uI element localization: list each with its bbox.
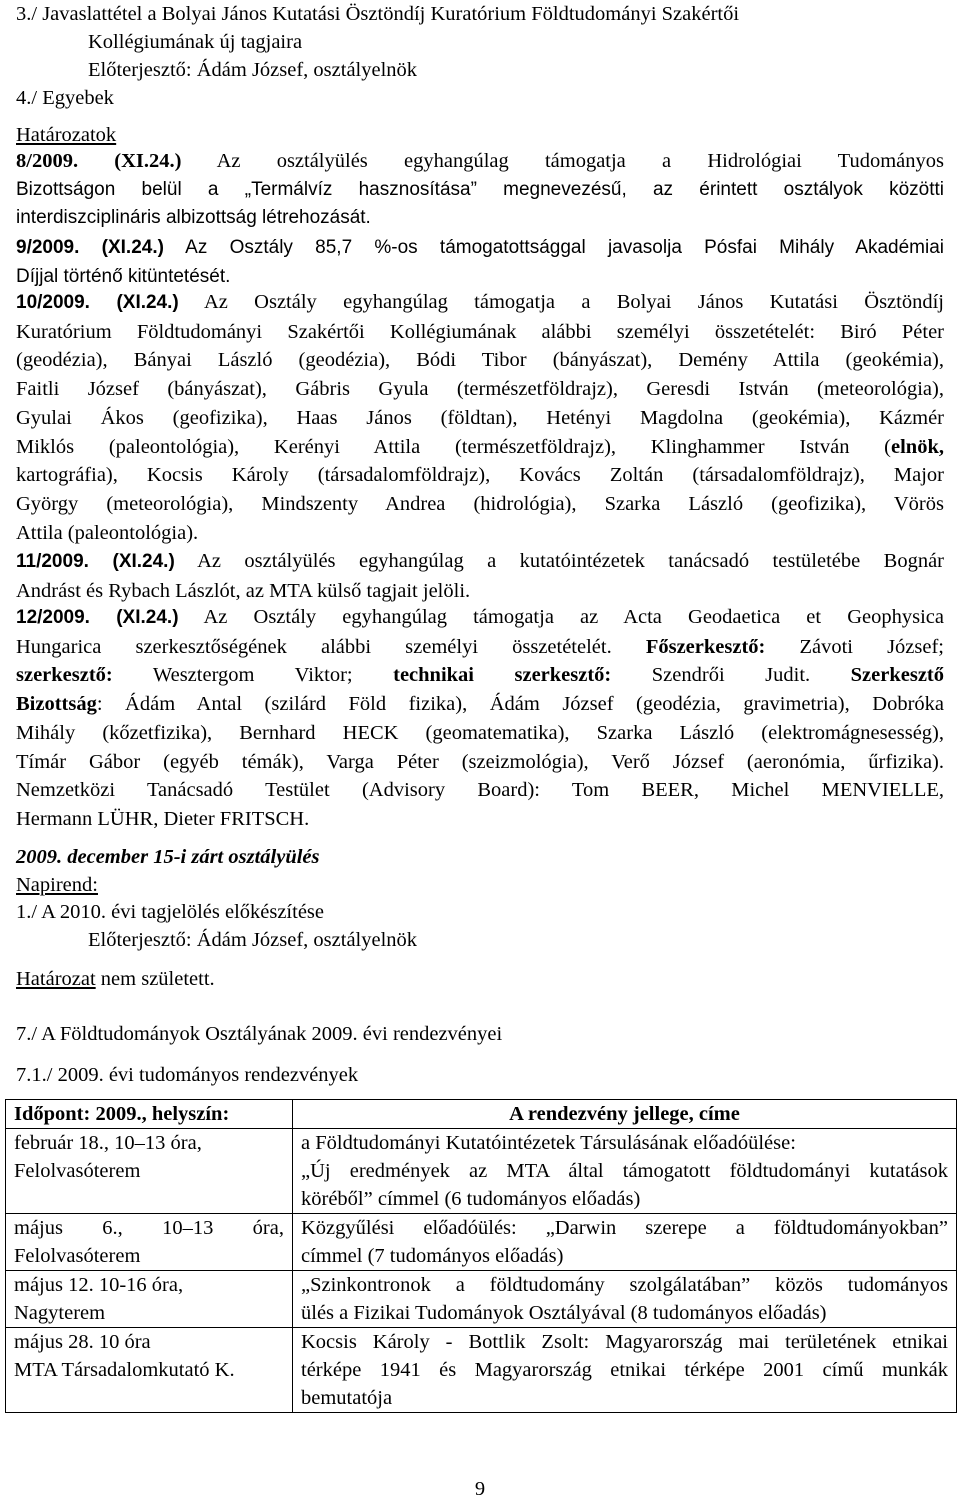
agenda-item-3-presenter: Előterjesztő: Ádám József, osztályelnök [88,59,418,81]
table-row [6,1129,957,1214]
resolution-10-line7: kartográfia), Kocsis Károly (társadalomföldrajz), Kovács Zoltán (társadalomföldrajz), Major [16,464,944,487]
resolution-12-line1: 12/2009. (XI.24.) Az Osztály egyhangúlag támogatja az Acta Geodaetica et Geophysica [16,606,944,628]
agenda-label: Napirend: [16,874,98,896]
resolution-11-line1: 11/2009. (XI.24.) Az osztályülés egyhangúlag a kutatóintézetek tanácsadó testületébe Bognár [16,550,944,572]
resolution-12-line2: Hungarica szerkesztőségének alábbi személyi összetételét. Főszerkesztő: Závoti József; [16,635,944,658]
resolution-9-id: 9/2009. (XI.24.) [16,237,164,258]
resolution-8-line3: interdiszciplináris albizottság létrehozását. [16,207,371,229]
meeting-presenter: Előterjesztő: Ádám József, osztályelnök [88,929,418,951]
chair-marker: elnök, [891,435,944,458]
meeting-agenda-item-1: 1./ A 2010. évi tagjelölés előkészítése [16,901,325,923]
table-row [6,1271,957,1328]
section-7-1-title: 7.1./ 2009. évi tudományos rendezvények [16,1064,359,1086]
resolution-12-line4: Bizottság: Ádám Antal (szilárd Föld fizika), Ádám József (geodézia, gravimetria), Dobróka [16,693,944,716]
resolution-10-line2: Kuratórium Földtudományi Szakértői Kollégiumának alábbi személyi összetételét: Biró Péter [16,320,944,343]
resolution-12-line7: Nemzetközi Tanácsadó Testület (Advisory Board): Tom BEER, Michel MENVIELLE, [16,779,944,802]
resolution-9-line2: Díjjal történő kitüntetését. [16,265,231,287]
resolution-12-line3: szerkesztő: Wesztergom Viktor; technikai szerkesztő: Szendrői Judit. Szerkesztő [16,664,945,687]
event-what: „Szinkontronok a földtudomány szolgálatában” közös tudományos ülés a Fizikai Tudományok Osztályával (8 tudományos előadás) [293,1271,957,1328]
resolution-8-id: 8/2009. (XI.24.) [16,150,182,172]
agenda-item-4: 4./ Egyebek [16,87,114,109]
table-row [6,1328,957,1413]
resolution-11 [16,547,944,605]
resolution-8 [16,147,944,233]
resolution-11-line2: Andrást és Rybach Lászlót, az MTA külső tagjait jelöli. [16,579,471,602]
resolution-8-line1: 8/2009. (XI.24.) Az osztályülés egyhangúlag támogatja a Hidrológiai Tudományos [16,150,944,172]
resolutions-heading: Határozatok [16,124,117,146]
resolution-12-line8: Hermann LÜHR, Dieter FRITSCH. [16,807,310,830]
event-when: május 28. 10 óra MTA Társadalomkutató K. [6,1328,293,1413]
event-what: Kocsis Károly - Bottlik Zsolt: Magyarország mai területének etnikai térképe 1941 és Magyarország etnikai térképe 2001 című munkák bemutatója [293,1328,957,1413]
resolution-12-line5: Mihály (kőzetfizika), Bernhard HECK (geomatematika), Szarka László (elektromágnesesség), [16,721,944,744]
resolution-9-line1: 9/2009. (XI.24.) Az Osztály 85,7 %-os támogatottsággal javasolja Pósfai Mihály Akadémiai [16,237,945,258]
resolution-10-line3: (geodézia), Bányai László (geodézia), Bódi Tibor (bányászat), Demény Attila (geokémia), [16,349,944,372]
events-table [5,1099,957,1413]
resolution-12 [16,603,944,834]
event-when: február 18., 10–13 óra, Felolvasóterem [6,1129,293,1214]
resolution-10-line1: 10/2009. (XI.24.) Az Osztály egyhangúlag támogatja a Bolyai János Kutatási Ösztöndíj [16,291,944,313]
no-resolution-note: Határozat nem született. [16,968,215,990]
event-when: május 6., 10–13 óra, Felolvasóterem [6,1214,293,1271]
resolution-8-line2: Bizottságon belül a „Termálvíz hasznosítása” megnevezésű, az érintett osztályok közötti [16,178,944,200]
resolution-11-id: 11/2009. (XI.24.) [16,551,175,572]
header-time-place: Időpont: 2009., helyszín: [6,1100,293,1129]
table-row [6,1214,957,1271]
page-number: 9 [474,1478,486,1500]
agenda-item-3-line2: Kollégiumának új tagjaira [88,31,303,53]
resolution-10-id: 10/2009. (XI.24.) [16,292,179,313]
section-7-title: 7./ A Földtudományok Osztályának 2009. évi rendezvényei [16,1023,503,1045]
resolution-9 [16,234,944,291]
header-event-title: A rendezvény jellege, címe [293,1100,957,1129]
event-what: a Földtudományi Kutatóintézetek Társulásának előadóülése: „Új eredmények az MTA által támogatott földtudományi kutatások köréből” címmel (6 tudományos előadás) [293,1129,957,1214]
event-what: Közgyűlési előadóülés: „Darwin szerepe a földtudományokban” címmel (7 tudományos előadás) [293,1214,957,1271]
resolution-10 [16,288,944,547]
resolution-10-line5: Gyulai Ákos (geofizika), Haas János (földtan), Hetényi Magdolna (geokémia), Kázmér [16,406,944,429]
resolution-10-line6: Miklós (paleontológia), Kerényi Attila (természetföldrajz), Klinghammer István (elnök, [16,435,944,458]
resolution-12-line6: Tímár Gábor (egyéb témák), Varga Péter (szeizmológia), Verő József (aeronómia, űrfizika). [16,750,944,773]
resolution-12-id: 12/2009. (XI.24.) [16,607,179,628]
table-header-row [6,1100,957,1129]
resolution-10-line4: Faitli József (bányászat), Gábris Gyula (természetföldrajz), Geresdi István (meteorológia), [16,378,944,401]
meeting-title: 2009. december 15-i zárt osztályülés [16,846,320,868]
event-when: május 12. 10-16 óra, Nagyterem [6,1271,293,1328]
resolution-10-line9: Attila (paleontológia). [16,521,199,544]
resolution-10-line8: György (meteorológia), Mindszenty Andrea (hidrológia), Szarka László (geofizika), Vörös [16,492,944,515]
agenda-item-3-line1: 3./ Javaslattétel a Bolyai János Kutatási Ösztöndíj Kuratórium Földtudományi Szakértői [16,3,740,25]
